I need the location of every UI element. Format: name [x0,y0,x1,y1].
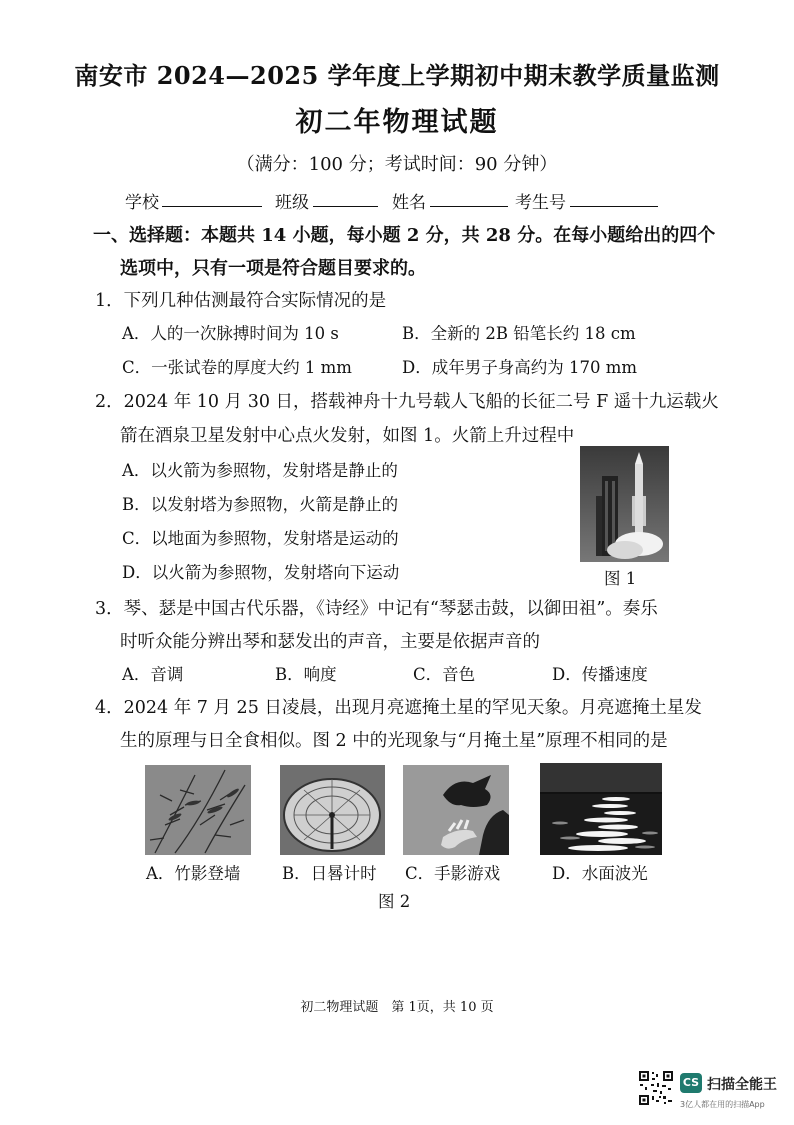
q1-option-d: D．成年男子身高约为 170 mm [402,358,638,377]
figure-1-caption: 图 1 [604,569,637,588]
field-class-blank[interactable] [313,190,378,207]
question-3-stem: 3．琴、瑟是中国古代乐器，《诗经》中记有“琴瑟击鼓，以御田祖”。奏乐 [95,599,658,619]
exam-title: 南安市 2024—2025 学年度上学期初中期末教学质量监测 [74,61,720,90]
figure-2c-hand-shadow-photo [403,765,509,855]
q4-option-b: B．日晷计时 [282,864,377,883]
q2-option-c: C．以地面为参照物，发射塔是运动的 [122,529,399,548]
section-heading: 一、选择题：本题共 14 小题，每小题 2 分，共 28 分。在每小题给出的四个 [93,225,716,246]
figure-1-rocket-photo [580,446,669,562]
field-name-blank[interactable] [430,190,508,207]
q4-option-c: C．手影游戏 [405,864,501,883]
question-2-stem-cont: 箭在酒泉卫星发射中心点火发射，如图 1。火箭上升过程中 [120,426,575,446]
figure-2-caption: 图 2 [378,892,411,911]
q1-option-a: A．人的一次脉搏时间为 10 s [122,324,339,343]
camscanner-logo-icon: CS [680,1073,702,1093]
q1-option-b: B．全新的 2B 铅笔长约 18 cm [402,324,636,343]
q2-option-b: B．以发射塔为参照物，火箭是静止的 [122,495,399,514]
q3-option-a: A．音调 [122,665,184,684]
q1-option-c: C．一张试卷的厚度大约 1 mm [122,358,352,377]
field-school-label: 学校 [125,193,159,213]
scanner-app-name: 扫描全能王 [707,1077,777,1093]
question-1-stem: 1．下列几种估测最符合实际情况的是 [95,291,387,311]
question-3-stem-cont: 时听众能分辨出琴和瑟发出的声音，主要是依据声音的 [120,632,540,652]
question-4-stem: 4．2024 年 7 月 25 日凌晨，出现月亮遮掩土星的罕见天象。月亮遮掩土星发 [95,698,702,718]
exam-info: （满分：100 分；考试时间：90 分钟） [236,154,558,175]
q2-option-a: A．以火箭为参照物，发射塔是静止的 [122,461,398,480]
q2-option-d: D．以火箭为参照物，发射塔向下运动 [122,563,400,582]
q4-option-d: D．水面波光 [552,864,648,883]
field-name-label: 姓名 [392,193,426,213]
qr-code-icon [638,1070,674,1106]
figure-2a-bamboo-photo [145,765,251,855]
paper-subtitle: 初二年物理试题 [295,107,499,138]
section-heading-cont: 选项中，只有一项是符合题目要求的。 [120,258,426,279]
scanner-app-tagline: 3亿人都在用的扫描App [680,1100,765,1109]
figure-2b-sundial-photo [280,765,385,855]
question-4-stem-cont: 生的原理与日全食相似。图 2 中的光现象与“月掩土星”原理不相同的是 [120,731,668,751]
q3-option-d: D．传播速度 [552,665,648,684]
field-id-label: 考生号 [515,193,566,213]
field-school-blank[interactable] [162,190,262,207]
q4-option-a: A．竹影登墙 [146,864,241,883]
page-footer: 初二物理试题 第 1页，共 10 页 [300,1000,494,1015]
question-2-stem: 2．2024 年 10 月 30 日，搭载神舟十九号载人飞船的长征二号 F 遥十九运载火 [95,392,719,412]
field-class-label: 班级 [275,193,309,213]
figure-2d-water-photo [540,763,662,855]
field-id-blank[interactable] [570,190,658,207]
q3-option-c: C．音色 [413,665,476,684]
q3-option-b: B．响度 [275,665,337,684]
